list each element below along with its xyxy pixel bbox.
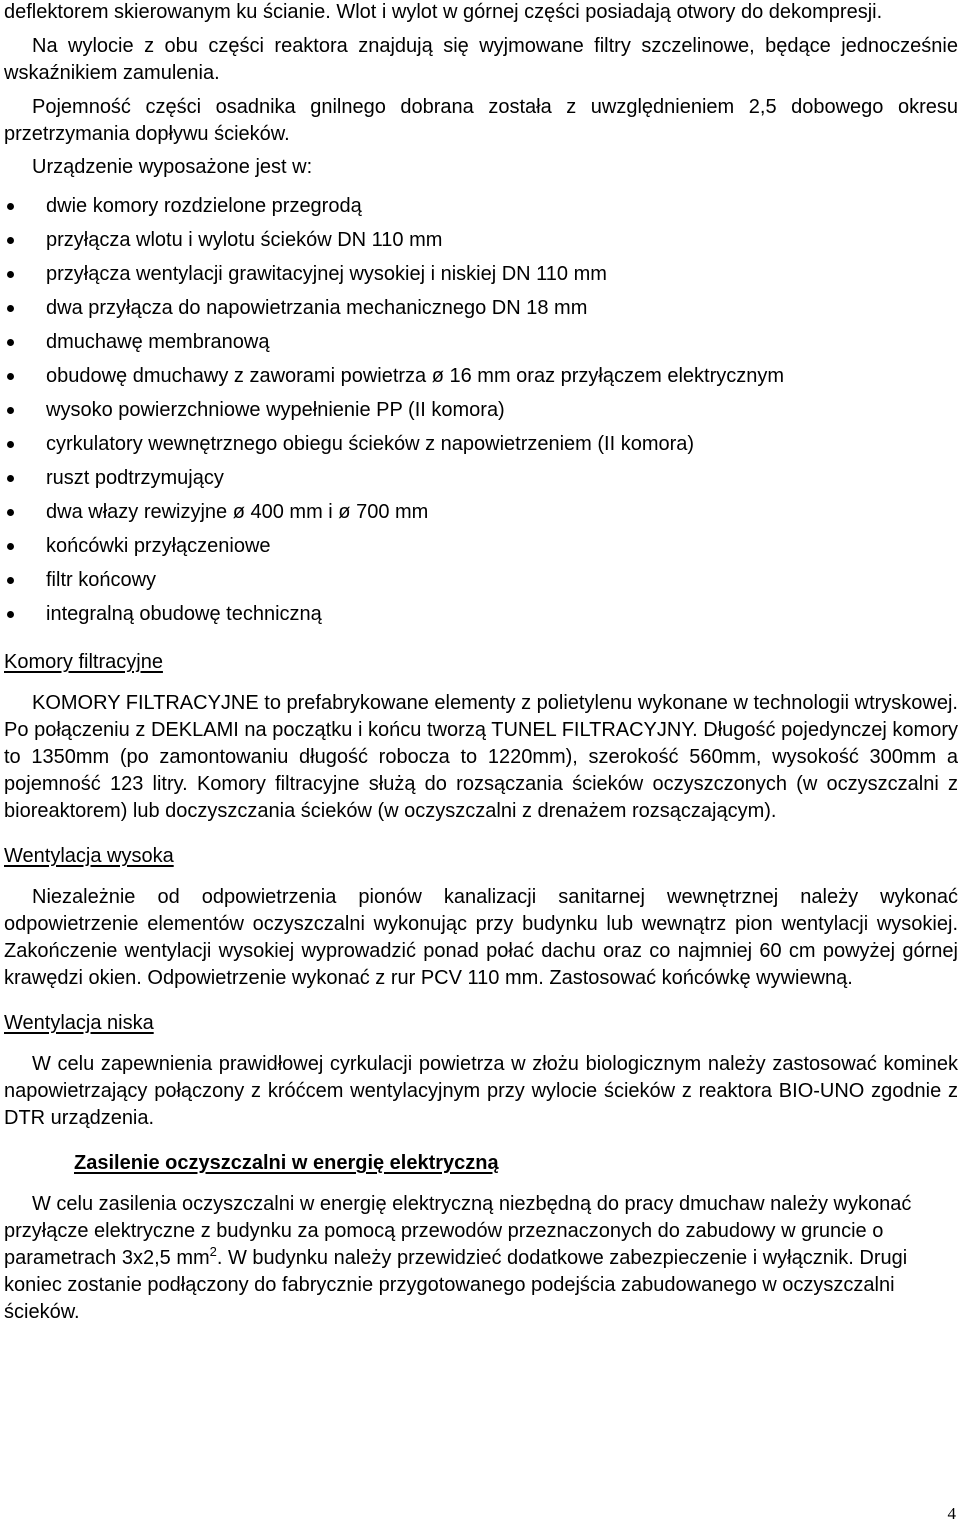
list-item	[4, 359, 958, 393]
bullet-icon	[7, 203, 14, 210]
list-item-text: przyłącza wlotu i wylotu ścieków DN 110 mm	[46, 229, 443, 251]
list-item	[4, 393, 958, 427]
paragraph-zasilenie-part1: W celu zasilenia oczyszczalni w energię elektryczną niezbędną do pracy dmuchaw należy wykonać przyłącze elektryczne z budynku za pomocą przewodów przeznaczonych do zabudowy w gruncie o parametrach 3x2,5 mm	[4, 1193, 912, 1269]
bullet-icon	[7, 271, 14, 278]
list-item-text: obudowę dmuchawy z zaworami powietrza ø 16 mm oraz przyłączem elektrycznym	[46, 365, 785, 387]
paragraph-komory-filtracyjne: KOMORY FILTRACYJNE to prefabrykowane elementy z polietylenu wykonane w technologii wtryskowej. Po połączeniu z DEKLAMI na początku i końcu tworzą TUNEL FILTRACYJNY. Długość pojedynczej komory to 1350mm (po zamontowaniu długość robocza to 1220mm), szerokość 560mm, wysokość 300mm a pojemność 123 litry. Komory filtracyjne służą do rozsączania ścieków oczyszczonych (w oczyszczalni z bioreaktorem) lub doczyszczania ścieków (w oczyszczalni z drenażem rozsączającym).	[4, 692, 958, 822]
paragraph-zasilenie-part2: . W budynku należy przewidzieć dodatkowe zabezpieczenie i wyłącznik. Drugi koniec zostanie podłączony do fabrycznie przygotowanego podejścia zabudowanego w oczyszczalni ścieków.	[4, 1247, 908, 1323]
paragraph-filtry: Na wylocie z obu części reaktora znajdują się wyjmowane filtry szczelinowe, będące jednocześnie wskaźnikiem zamulenia.	[4, 35, 958, 84]
list-item-text: filtr końcowy	[46, 569, 157, 591]
paragraph-wentylacja-niska: W celu zapewnienia prawidłowej cyrkulacji powietrza w złożu biologicznym należy zastosować kominek napowietrzający połączony z króćcem wentylacyjnym przy wylocie ścieków z reaktora BIO-UNO zgodnie z DTR urządzenia.	[4, 1053, 958, 1129]
bullet-icon	[7, 475, 14, 482]
bullet-icon	[7, 611, 14, 618]
list-item-text: przyłącza wentylacji grawitacyjnej wysokiej i niskiej DN 110 mm	[46, 263, 607, 285]
list-item	[4, 257, 958, 291]
document-page	[4, 0, 958, 1326]
list-item-text: dwie komory rozdzielone przegrodą	[46, 195, 362, 217]
heading-wentylacja-niska: Wentylacja niska	[4, 1012, 154, 1034]
list-item	[4, 325, 958, 359]
bullet-icon	[7, 543, 14, 550]
list-item-text: dwa przyłącza do napowietrzania mechanicznego DN 18 mm	[46, 297, 588, 319]
superscript-unit: 2	[209, 1244, 217, 1259]
page-number: 4	[947, 1504, 956, 1523]
bullet-icon	[7, 577, 14, 584]
list-item	[4, 597, 958, 631]
paragraph-pojemnosc: Pojemność części osadnika gnilnego dobrana została z uwzględnieniem 2,5 dobowego okresu przetrzymania dopływu ścieków.	[4, 96, 958, 145]
bullet-icon	[7, 441, 14, 448]
list-item	[4, 529, 958, 563]
list-item-text: cyrkulatory wewnętrznego obiegu ścieków z napowietrzeniem (II komora)	[46, 433, 695, 455]
paragraph-zasilenie	[4, 1191, 958, 1326]
list-item	[4, 291, 958, 325]
equipment-list	[4, 189, 958, 631]
bullet-icon	[7, 407, 14, 414]
list-item	[4, 461, 958, 495]
list-item-text: dwa włazy rewizyjne ø 400 mm i ø 700 mm	[46, 501, 429, 523]
bullet-icon	[7, 305, 14, 312]
list-item-text: wysoko powierzchniowe wypełnienie PP (II komora)	[46, 399, 505, 421]
bullet-icon	[7, 237, 14, 244]
list-item	[4, 223, 958, 257]
list-item	[4, 563, 958, 597]
list-item-text: dmuchawę membranową	[46, 331, 270, 353]
list-item-text: ruszt podtrzymujący	[46, 467, 224, 489]
list-item-text: końcówki przyłączeniowe	[46, 535, 271, 557]
list-item	[4, 427, 958, 461]
list-item	[4, 189, 958, 223]
bullet-icon	[7, 339, 14, 346]
heading-komory-filtracyjne: Komory filtracyjne	[4, 651, 163, 673]
bullet-icon	[7, 373, 14, 380]
equipment-intro: Urządzenie wyposażone jest w:	[32, 156, 313, 178]
heading-wentylacja-wysoka: Wentylacja wysoka	[4, 845, 174, 867]
paragraph-dekompresja: deflektorem skierowanym ku ścianie. Wlot i wylot w górnej części posiadają otwory do dekompresji.	[4, 1, 883, 23]
list-item-text: integralną obudowę techniczną	[46, 603, 322, 625]
heading-zasilenie: Zasilenie oczyszczalni w energię elektryczną	[74, 1152, 499, 1174]
bullet-icon	[7, 509, 14, 516]
list-item	[4, 495, 958, 529]
paragraph-wentylacja-wysoka: Niezależnie od odpowietrzenia pionów kanalizacji sanitarnej wewnętrznej należy wykonać odpowietrzenie elementów oczyszczalni wykonując przy budynku lub wewnątrz pion wentylacji wysokiej. Zakończenie wentylacji wysokiej wyprowadzić ponad połać dachu oraz co najmniej 60 cm powyżej górnej krawędzi okien. Odpowietrzenie wykonać z rur PCV 110 mm. Zastosować końcówkę wywiewną.	[4, 886, 958, 989]
